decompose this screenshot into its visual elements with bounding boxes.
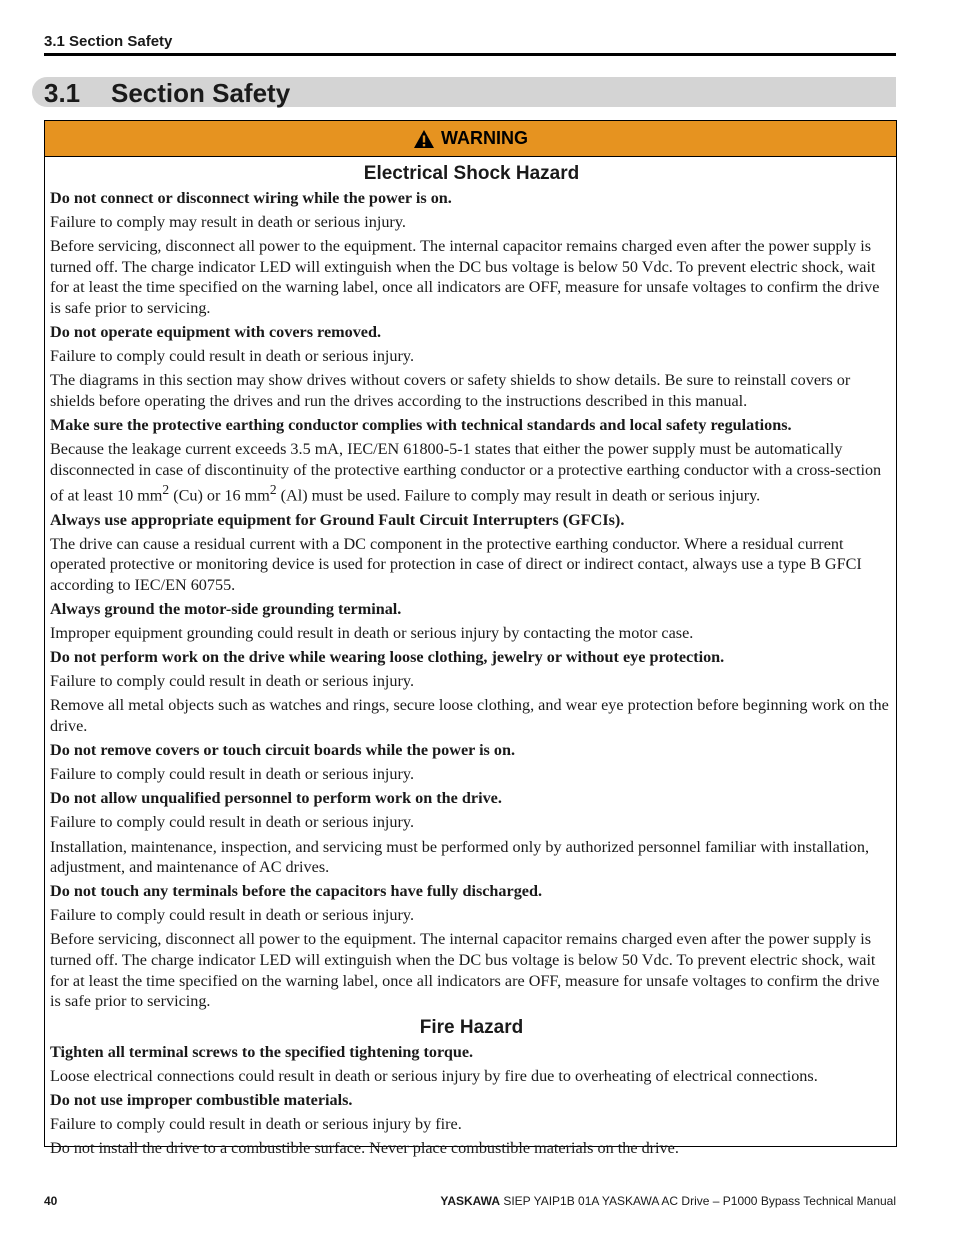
hazard-consequence: Failure to comply could result in death or serious injury.: [50, 347, 414, 366]
footer-manual-name: SIEP YAIP1B 01A YASKAWA AC Drive – P1000 Bypass Technical Manual: [500, 1194, 896, 1208]
hazard-explanation: Before servicing, disconnect all power to the equipment. The internal capacitor remains charged even after the power supply is turned off. The charge indicator LED will extinguish when the DC bus voltage is below 50 Vdc. To prevent electric shock, wait for at least the time specified on the warning label, once all indicators are OFF, measure for unsafe voltages to confirm the drive is safe prior to servicing.: [50, 237, 880, 317]
hazard-consequence: Failure to comply could result in death or serious injury.: [50, 765, 414, 784]
hazard-statement: Always use appropriate equipment for Ground Fault Circuit Interrupters (GFCIs).: [50, 510, 625, 529]
hazard-statement: Do not allow unqualified personnel to perform work on the drive.: [50, 789, 502, 808]
hazard-explanation: [50, 439, 893, 506]
hazard-statement: Tighten all terminal screws to the specified tightening torque.: [50, 1042, 474, 1061]
running-header: 3.1 Section Safety: [44, 33, 173, 50]
hazard-consequence: Failure to comply could result in death or serious injury by fire.: [50, 1115, 462, 1134]
earthing-text-a: Because the leakage current exceeds 3.5 mA, IEC/EN 61800-5-1 states that either the power supply must be automatically disconnected in case of discontinuity of the protective earthing conductor or a protective earthing conductor with a cross-section of at least 10 mm: [50, 440, 882, 505]
header-rule: [44, 53, 896, 56]
warning-triangle-icon: [413, 129, 435, 149]
earthing-text-c: (Al) must be used. Failure to comply may result in death or serious injury.: [276, 486, 761, 505]
hazard-statement: Do not perform work on the drive while wearing loose clothing, jewelry or without eye protection.: [50, 648, 725, 667]
earthing-text-b: (Cu) or 16 mm: [169, 486, 270, 505]
warning-bar: [45, 121, 896, 157]
page-number: 40: [44, 1194, 58, 1208]
hazard-consequence: Improper equipment grounding could result in death or serious injury by contacting the motor case.: [50, 624, 694, 643]
hazard-statement: Make sure the protective earthing conductor complies with technical standards and local safety regulations.: [50, 415, 792, 434]
fire-hazard-heading: Fire Hazard: [419, 1016, 524, 1038]
footer-brand: YASKAWA: [440, 1194, 500, 1208]
hazard-statement: Do not operate equipment with covers removed.: [50, 323, 382, 342]
hazard-statement: Always ground the motor-side grounding terminal.: [50, 600, 402, 619]
hazard-statement: Do not touch any terminals before the capacitors have fully discharged.: [50, 882, 543, 901]
hazard-consequence: Failure to comply could result in death or serious injury.: [50, 672, 414, 691]
hazard-consequence: Failure to comply could result in death or serious injury.: [50, 906, 414, 925]
superscript: 2: [162, 482, 170, 498]
hazard-statement: Do not use improper combustible materials.: [50, 1090, 353, 1109]
hazard-statement: Do not remove covers or touch circuit boards while the power is on.: [50, 741, 516, 760]
section-title: Section Safety: [111, 78, 291, 108]
electrical-shock-heading: Electrical Shock Hazard: [363, 163, 580, 184]
hazard-explanation: Do not install the drive to a combustible surface. Never place combustible materials on the drive.: [50, 1139, 679, 1158]
hazard-consequence: Loose electrical connections could result in death or serious injury by fire due to overheating of electrical connections.: [50, 1066, 818, 1085]
superscript: 2: [269, 482, 277, 498]
hazard-consequence: Failure to comply could result in death or serious injury.: [50, 813, 414, 832]
hazard-consequence: Failure to comply may result in death or serious injury.: [50, 213, 406, 232]
hazard-explanation: Remove all metal objects such as watches and rings, secure loose clothing, and wear eye protection before beginning work on the drive.: [50, 696, 889, 736]
hazard-explanation: Installation, maintenance, inspection, and servicing must be performed only by authorized personnel familiar with installation, adjustment, and maintenance of AC drives.: [50, 837, 870, 877]
section-number: 3.1: [44, 78, 81, 108]
warning-content: [50, 158, 893, 1162]
hazard-explanation: Before servicing, disconnect all power to the equipment. The internal capacitor remains charged even after the power supply is turned off. The charge indicator LED will extinguish when the DC bus voltage is below 50 Vdc. To prevent electric shock, wait for at least the time specified on the warning label, once all indicators are OFF, measure for unsafe voltages to confirm the drive is safe prior to servicing.: [50, 930, 880, 1011]
hazard-statement: Do not connect or disconnect wiring while the power is on.: [50, 189, 452, 207]
hazard-explanation: The diagrams in this section may show drives without covers or safety shields to show details. Be sure to reinstall covers or shields before operating the drives and run the drives according to the instructions described in this manual.: [50, 371, 851, 410]
footer-document-title: [440, 1194, 896, 1208]
warning-label: WARNING: [441, 128, 528, 148]
hazard-explanation: The drive can cause a residual current with a DC component in the protective earthing conductor. Where a residual current operated protective or monitoring device is used for protection in case of direct or indirect contact, always use a type B GFCI according to IEC/EN 60755.: [50, 534, 862, 594]
warning-box: [44, 120, 897, 1158]
